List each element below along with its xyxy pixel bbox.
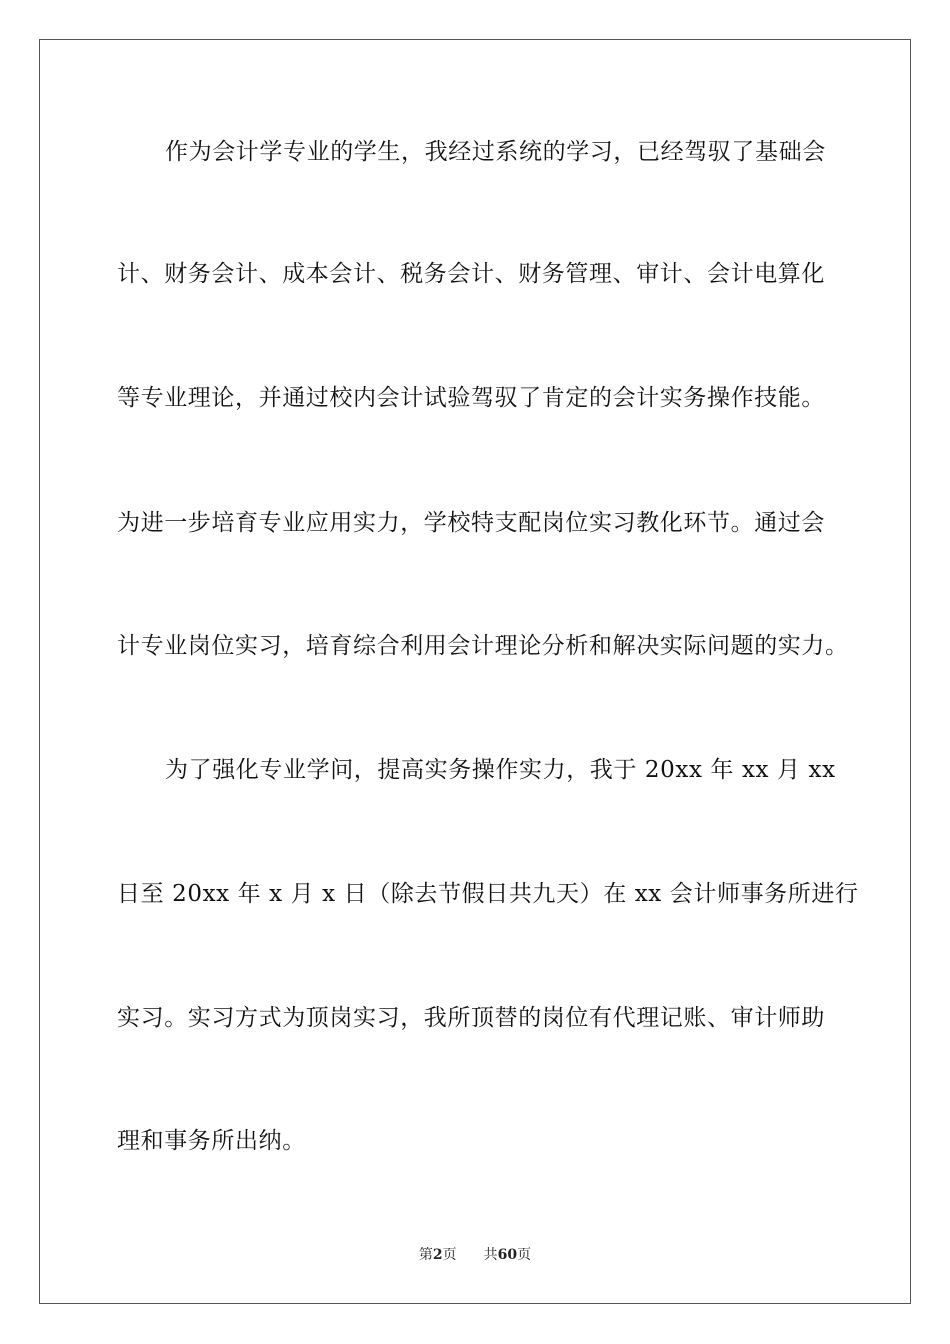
page-number-label [419,1247,461,1263]
total-pages: 60 [497,1247,518,1263]
page-prefix: 第 [418,1247,433,1263]
page-number: 2 [432,1247,443,1263]
total-suffix: 页 [517,1247,532,1263]
paragraph-1-line-3: 等专业理论，并通过校内会计试验驾驭了肯定的会计实务操作技能。 [117,385,825,411]
paragraph-1-line-5: 计专业岗位实习，培育综合利用会计理论分析和解决实际问题的实力。 [117,633,849,659]
paragraph-2-line-4: 理和事务所出纳。 [117,1128,306,1154]
paragraph-1-line-1: 作为会计学专业的学生，我经过系统的学习，已经驾驭了基础会 [165,139,826,165]
page-suffix: 页 [442,1247,457,1263]
paragraph-1-line-4: 为进一步培育专业应用实力，学校特支配岗位实习教化环节。通过会 [117,510,825,536]
paragraph-2-line-2: 日至 20xx 年 x 月 x 日（除去节假日共九天）在 xx 会计师事务所进行 [117,881,859,907]
paragraph-2-line-3: 实习。实习方式为顶岗实习，我所顶替的岗位有代理记账、审计师助 [117,1005,825,1031]
paragraph-1-line-2: 计、财务会计、成本会计、税务会计、财务管理、审计、会计电算化 [117,261,825,287]
total-pages-label [484,1247,531,1263]
page-footer [0,1246,950,1264]
page-border [39,39,911,1304]
paragraph-2-line-1: 为了强化专业学问，提高实务操作实力，我于 20xx 年 xx 月 xx [165,757,836,783]
total-prefix: 共 [483,1247,498,1263]
